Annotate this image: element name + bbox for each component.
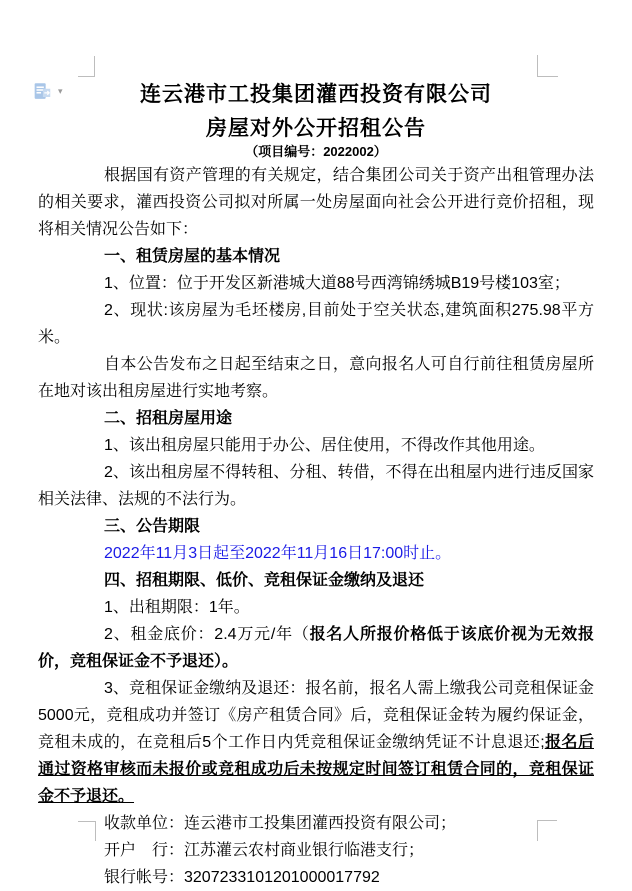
section4-item-deposit (38, 675, 594, 810)
project-number: （项目编号：2022002） (245, 144, 387, 159)
account-line: 银行帐号：3207233101201000017792 (104, 869, 380, 886)
doc-subtitle: 房屋对外公开招租公告 (206, 116, 426, 140)
section1-inspection-note: 自本公告发布之日起至结束之日，意向报名人可自行前往租赁房屋所在地对该出租房屋进行实地考察。 (38, 356, 594, 400)
section2-item-restriction: 2、该出租房屋不得转租、分租、转借，不得在出租屋内进行违反国家相关法律、法规的不法行为。 (38, 464, 594, 508)
base-price-text: 2、租金底价：2.4万元/年（ (104, 626, 310, 643)
section3-heading: 三、公告期限 (104, 518, 201, 535)
bank-line: 开户 行：江苏灌云农村商业银行临港支行； (104, 842, 425, 859)
doc-body (38, 162, 594, 891)
section4-item-base-price (38, 621, 594, 675)
section1-heading: 一、租赁房屋的基本情况 (104, 248, 281, 265)
section1-item-location: 1、位置：位于开发区新港城大道88号西湾锦绣城B19号楼103室； (104, 275, 570, 292)
intro-paragraph: 根据国有资产管理的有关规定，结合集团公司关于资产出租管理办法的相关要求，灌西投资公司拟对所属一处房屋面向社会公开进行竞价招租，现将相关情况公告如下： (38, 167, 594, 238)
crop-mark-top-left (78, 56, 95, 77)
doc-title: 连云港市工投集团灌西投资有限公司 (140, 82, 492, 106)
section2-heading: 二、招租房屋用途 (104, 410, 233, 427)
section1-item-condition: 2、现状:该房屋为毛坯楼房,目前处于空关状态,建筑面积275.98平方米。 (38, 302, 594, 346)
section2-item-usage: 1、该出租房屋只能用于办公、居住使用，不得改作其他用途。 (104, 437, 545, 454)
deposit-forfeit-clause: 报名后通过资格审核而未报价或竞租成功后未按规定时间签订租赁合同的，竞租保证金不予退还。 (38, 734, 594, 805)
notice-period-line: 2022年11月3日起至2022年11月16日17:00时止。 (104, 545, 452, 562)
section4-item-term: 1、出租期限：1年。 (104, 599, 250, 616)
crop-mark-top-right (537, 55, 558, 77)
section4-heading: 四、招租期限、低价、竞租保证金缴纳及退还 (104, 572, 425, 589)
deposit-text: 3、竞租保证金缴纳及退还：报名前，报名人需上缴我公司竞租保证金5000元，竞租成功并签订《房产租赁合同》后，竞租保证金转为履约保证金，竞租未成的，在竞租后5个工作日内凭竞租保证金缴纳凭证不计息退还; (38, 680, 594, 751)
document-page (38, 80, 594, 891)
chevron-down-icon: ▾ (58, 85, 63, 96)
payee-line: 收款单位：连云港市工投集团灌西投资有限公司； (104, 815, 457, 832)
base-price-bold-note: 报名人所报价格低于该底价视为无效报价，竞租保证金不予退还）。 (38, 626, 594, 670)
